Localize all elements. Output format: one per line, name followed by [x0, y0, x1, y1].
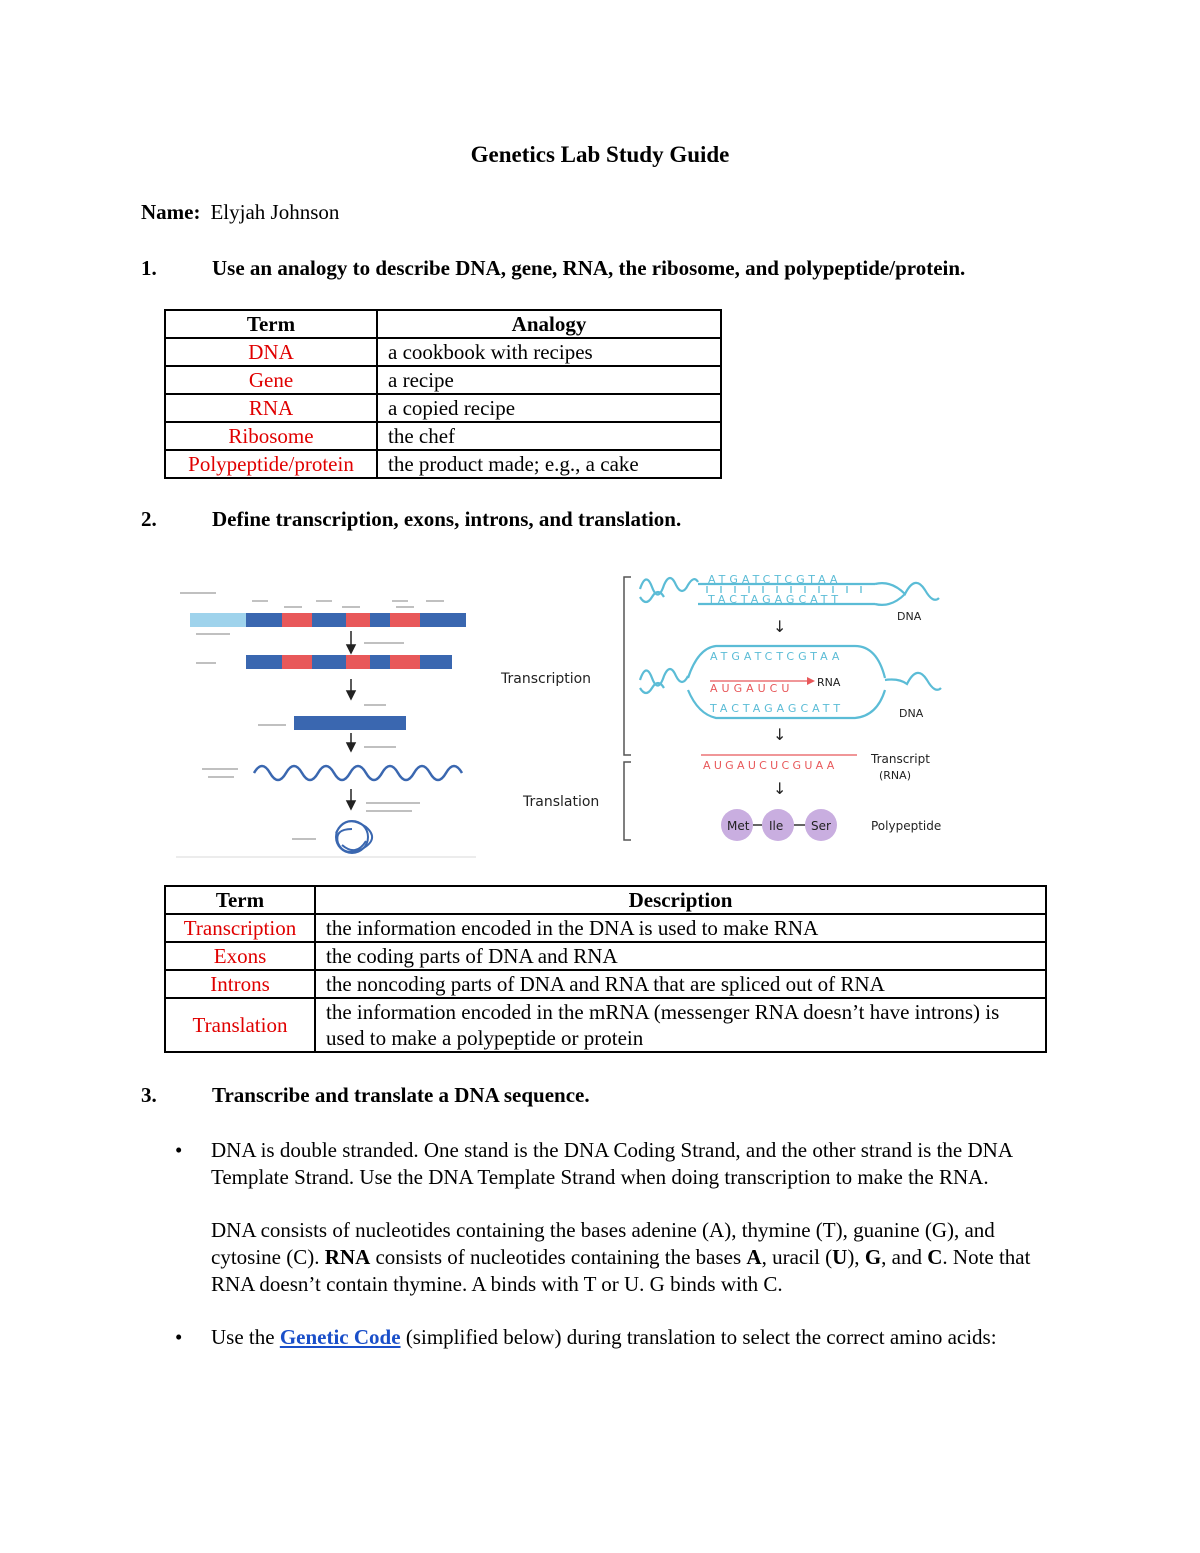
transcript-sub-label: (RNA) — [879, 769, 911, 782]
definition-table — [164, 885, 1047, 1053]
dna-middle-bottom-strand: TACTAGAGCATT — [710, 702, 845, 715]
text-run: DNA consists of nucleotides containing the bases adenine (A), thymine (T), guanine (G), and cytosine (C). — [211, 1218, 995, 1269]
text-run: Use the — [211, 1325, 280, 1349]
analogy-cell: a cookbook with recipes — [377, 338, 721, 366]
polypeptide-label: Polypeptide — [871, 819, 942, 833]
dna-middle-top-strand: ATGATCTCGTAA — [710, 650, 844, 663]
gene-expression-figure — [176, 583, 476, 863]
analogy-table — [164, 309, 722, 479]
text-run: ), — [847, 1245, 865, 1269]
amino-acid-met: Met — [727, 819, 750, 833]
page-title: Genetics Lab Study Guide — [470, 142, 730, 167]
term-cell: Transcription — [165, 914, 315, 942]
column-header: Description — [315, 886, 1046, 914]
column-header: Analogy — [377, 310, 721, 338]
name-value: Elyjah Johnson — [210, 200, 340, 224]
question-text: Use an analogy to describe DNA, gene, RNA, the ribosome, and polypeptide/protein. — [212, 256, 966, 280]
amino-acid-ser: Ser — [811, 819, 831, 833]
table-header-row — [165, 886, 1046, 914]
dna-label: DNA — [897, 610, 922, 623]
table-row — [165, 914, 1046, 942]
transcription-translation-figure — [495, 562, 965, 848]
table-row — [165, 970, 1046, 998]
text-run: consists of nucleotides containing the bases — [370, 1245, 747, 1269]
genetic-code-link[interactable]: Genetic Code — [279, 1325, 401, 1349]
dna-top-strand: ATGATCTCGTAA — [708, 573, 842, 586]
table-row — [165, 338, 721, 366]
name-label: Name: — [141, 200, 201, 224]
column-header: Term — [165, 886, 315, 914]
description-cell: the coding parts of DNA and RNA — [315, 942, 1046, 970]
question-text: Define transcription, exons, introns, and translation. — [212, 507, 682, 531]
bullet-icon: • — [175, 1325, 183, 1349]
question-2 — [141, 507, 681, 532]
dna-label-2: DNA — [899, 707, 924, 720]
list-item — [163, 1137, 1063, 1298]
column-header: Term — [165, 310, 377, 338]
text-run: . Note that RNA doesn’t contain thymine. A binds with T or U. G binds with C. — [211, 1245, 1031, 1296]
analogy-cell: a recipe — [377, 366, 721, 394]
amino-acid-ile: Ile — [769, 819, 784, 833]
bullet-paragraph — [211, 1217, 1063, 1298]
bold-text: C — [927, 1245, 943, 1269]
term-cell: Introns — [165, 970, 315, 998]
transcript-strand: AUGAUCUCGUAA — [703, 759, 838, 772]
text-run: , uracil ( — [761, 1245, 833, 1269]
bold-text: RNA — [324, 1245, 371, 1269]
transcript-label: Transcript — [871, 752, 930, 766]
table-row — [165, 422, 721, 450]
bold-text: A — [746, 1245, 762, 1269]
table-row — [165, 998, 1046, 1052]
question-3 — [141, 1083, 590, 1108]
dna-bottom-strand: TACTAGAGCATT — [708, 593, 843, 606]
bullet-paragraph: DNA is double stranded. One stand is the DNA Coding Strand, and the other strand is the DNA Template Strand. Use the DNA Template Strand when doing transcription to make the RNA. — [211, 1138, 1012, 1189]
bold-text: G — [864, 1245, 882, 1269]
rna-label: RNA — [817, 676, 841, 689]
term-cell: Ribosome — [165, 422, 377, 450]
question-number: 3. — [141, 1083, 157, 1107]
instructions-list — [163, 1137, 1063, 1351]
list-item — [163, 1324, 1063, 1351]
question-1 — [141, 256, 965, 281]
question-number: 2. — [141, 507, 157, 531]
term-cell: RNA — [165, 394, 377, 422]
description-cell: the information encoded in the mRNA (messenger RNA doesn’t have introns) is used to make a polypeptide or protein — [315, 998, 1046, 1052]
table-row — [165, 942, 1046, 970]
bold-text: U — [832, 1245, 848, 1269]
bullet-icon: • — [175, 1138, 183, 1162]
analogy-cell: a copied recipe — [377, 394, 721, 422]
term-cell: Gene — [165, 366, 377, 394]
table-header-row — [165, 310, 721, 338]
translation-label: Translation — [523, 794, 600, 810]
term-cell: DNA — [165, 338, 377, 366]
table-row — [165, 450, 721, 478]
term-cell: Polypeptide/protein — [165, 450, 377, 478]
transcription-label: Transcription — [501, 671, 592, 687]
name-line — [141, 200, 339, 225]
description-cell: the information encoded in the DNA is used to make RNA — [315, 914, 1046, 942]
question-text: Transcribe and translate a DNA sequence. — [212, 1083, 590, 1107]
rna-partial-strand: AUGAUCU — [710, 682, 794, 695]
description-cell: the noncoding parts of DNA and RNA that are spliced out of RNA — [315, 970, 1046, 998]
analogy-cell: the product made; e.g., a cake — [377, 450, 721, 478]
analogy-cell: the chef — [377, 422, 721, 450]
bullet-paragraph — [211, 1324, 1063, 1351]
down-arrow-icon: ↓ — [773, 617, 787, 636]
table-row — [165, 394, 721, 422]
down-arrow-icon: ↓ — [773, 779, 787, 798]
text-run: , and — [881, 1245, 928, 1269]
rna-arrow-icon — [807, 677, 815, 685]
term-cell: Translation — [165, 998, 315, 1052]
down-arrow-icon: ↓ — [773, 725, 787, 744]
text-run: (simplified below) during translation to select the correct amino acids: — [400, 1325, 997, 1349]
term-cell: Exons — [165, 942, 315, 970]
table-row — [165, 366, 721, 394]
question-number: 1. — [141, 256, 157, 280]
